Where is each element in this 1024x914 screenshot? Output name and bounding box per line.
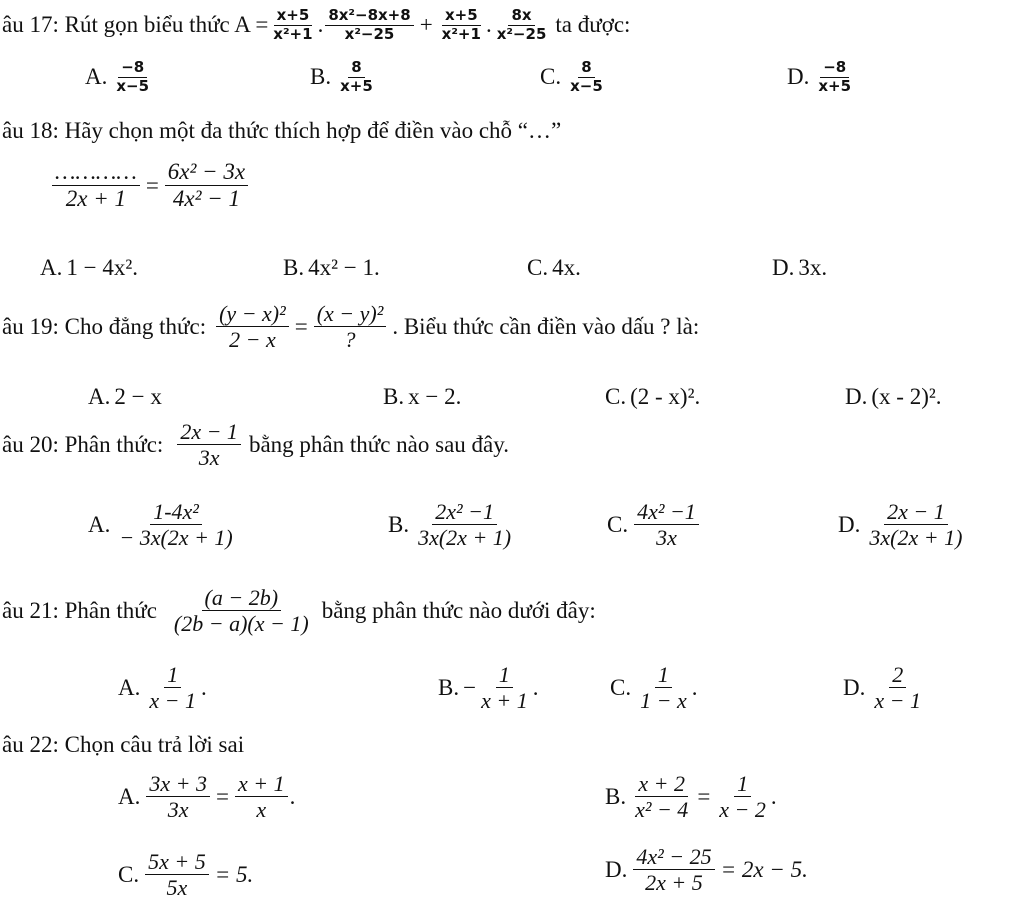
option-22-c[interactable]: C. $\frac{5x + 5}{5x}$ = 5.: [118, 849, 254, 901]
option-21-b[interactable]: B. − $\frac{1}{x + 1}$ .: [438, 662, 539, 714]
option-21-a[interactable]: A. 1 x − 1 .: [118, 662, 207, 714]
option-20-d[interactable]: D. 2x − 1 3x(2x + 1): [838, 499, 963, 551]
option-21-c[interactable]: C. 1 1 − x .: [610, 662, 698, 714]
fraction: $\frac{x+5}{\text{x²+1}}$: [441, 6, 481, 43]
option-20-c[interactable]: C. 4x² −1 3x: [607, 500, 701, 549]
option-18-c[interactable]: C. 4x.: [527, 255, 581, 280]
question-20-label: âu 20: Phân thức:: [2, 431, 164, 457]
option-18-d[interactable]: D. 3x.: [772, 255, 828, 280]
option-20-a[interactable]: A. 1-4x² − 3x(2x + 1): [88, 499, 233, 551]
option-19-d[interactable]: D. (x - 2)².: [845, 384, 942, 409]
option-22-a[interactable]: A. $\frac{3x + 3}{3x}$ = $\frac{x + 1}{x}$ .: [118, 771, 296, 823]
option-17-a[interactable]: A. −8 x−5: [85, 58, 150, 95]
question-21: âu 21: Phân thức (a − 2b) (2b − a)(x − 1) bằng phân thức nào dưới đây:: [2, 585, 596, 637]
question-17-label: âu 17: Rút gọn biểu thức A =: [2, 12, 269, 38]
question-21-label: âu 21: Phân thức: [2, 597, 157, 623]
option-17-b[interactable]: B. 8 x+5: [310, 58, 373, 95]
question-21-tail: bằng phân thức nào dưới đây:: [321, 597, 596, 623]
option-17-c[interactable]: C. 8 x−5: [540, 58, 603, 95]
fraction: 8x²−8x+8 x²−25: [325, 8, 413, 43]
option-18-b[interactable]: B. 4x² − 1.: [283, 255, 380, 280]
option-18-a[interactable]: A. 1 − 4x².: [40, 255, 138, 280]
fraction: $\frac{x+5}{\text{x²+1}}$: [273, 6, 313, 43]
question-19-label: âu 19: Cho đẳng thức:: [2, 313, 207, 339]
option-17-d[interactable]: D. −8 x+5: [787, 58, 852, 95]
option-22-b[interactable]: B. $\frac{x + 2}{\text{x² − 4}}$ = $\frac{1}{x - 2}$ .: [605, 771, 777, 823]
option-22-d[interactable]: D. $\frac{\text{4x² − 25}}{2x + 5}$ = 2x − 5.: [605, 844, 808, 896]
question-20: âu 20: Phân thức: 2x − 1 3x bằng phân thức nào sau đây.: [2, 419, 510, 471]
question-19: âu 19: Cho đẳng thức: $\frac{\text{(y − x)²}}{2 - x}$ = (x − y)² ? . Biểu thức cần điền vào dấu ? là:: [2, 301, 700, 353]
option-19-c[interactable]: C. (2 - x)².: [605, 384, 701, 409]
question-18-equation: ………… 2x + 1 = $\frac{\text{6x² − 3x}}{\text{4x² − 1}}$: [50, 160, 250, 211]
question-17-tail: ta được:: [555, 12, 631, 38]
option-20-b[interactable]: B. 2x² −1 3x(2x + 1): [388, 499, 512, 551]
question-18-label: âu 18: Hãy chọn một đa thức thích hợp để điền vào chỗ “…”: [2, 118, 562, 143]
question-19-tail: . Biểu thức cần điền vào dấu ? là:: [392, 313, 700, 339]
option-19-b[interactable]: B. x − 2.: [383, 384, 462, 409]
question-22-label: âu 22: Chọn câu trả lời sai: [2, 732, 245, 757]
fraction: 8x x²−25: [496, 6, 547, 43]
question-20-tail: bằng phân thức nào sau đây.: [248, 431, 510, 457]
option-19-a[interactable]: A. 2 − x: [88, 384, 162, 409]
question-17: âu 17: Rút gọn biểu thức A = $\frac{x+5}{\text{x²+1}}$ . 8x²−8x+8 x²−25 + $\frac{x+5}{\text{x²+1}}$ . 8x x²−25 ta được:: [2, 6, 631, 43]
option-21-d[interactable]: D. 2 x − 1: [843, 662, 921, 714]
